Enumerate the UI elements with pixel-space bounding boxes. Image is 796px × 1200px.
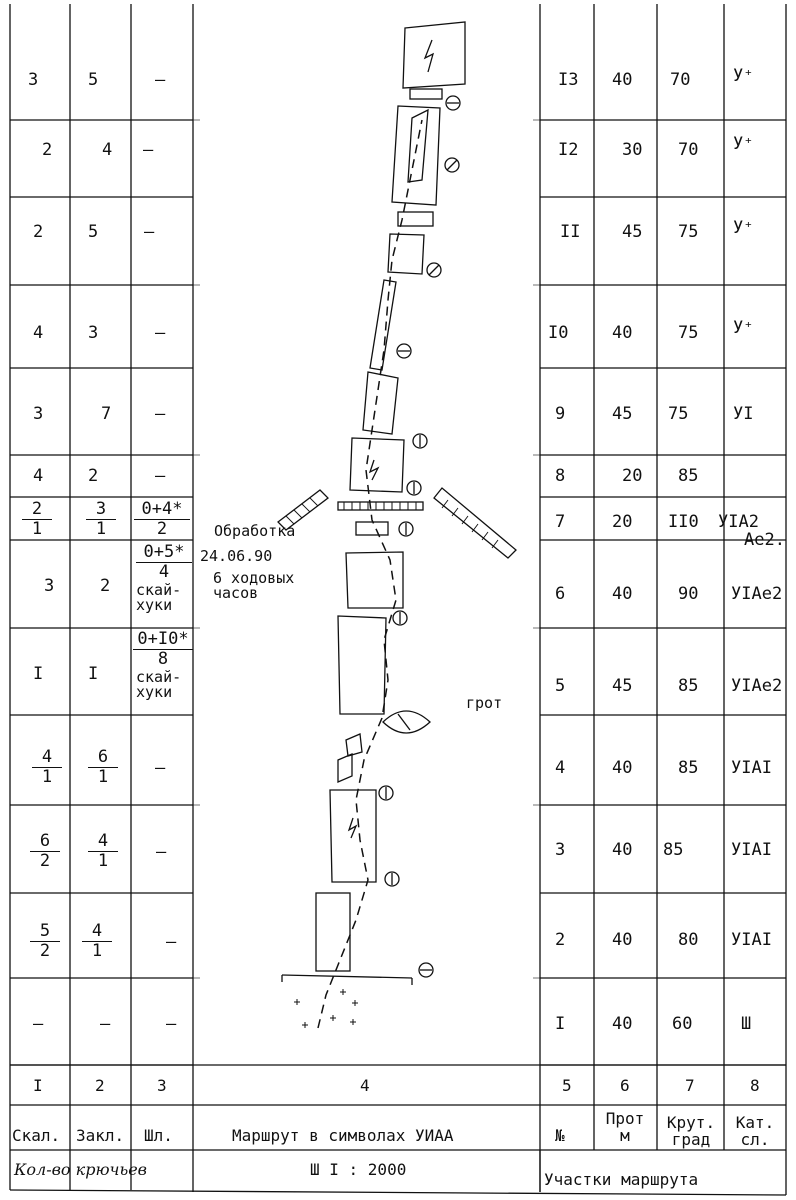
cell-length: 40	[612, 1014, 633, 1034]
cell-number: 3	[555, 840, 566, 860]
cell-steepness: 60	[672, 1014, 693, 1034]
cell-category: УIA2	[718, 512, 759, 532]
route-title: Маршрут в символах УИАА	[232, 1126, 454, 1145]
cell-category: УIAI	[731, 840, 772, 860]
fraction-denominator: 1	[95, 519, 107, 539]
column-number: 3	[157, 1076, 167, 1095]
cell-category: У⁺	[733, 218, 754, 238]
cell-category: УIAe2	[731, 676, 783, 696]
cell-shl-fraction	[136, 543, 192, 582]
header-category: Кат. сл.	[735, 1113, 775, 1149]
fraction-numerator: 3	[86, 500, 116, 520]
rock-block	[363, 372, 398, 434]
cell-steepness: 70	[678, 140, 699, 160]
cell-zakl: I	[88, 664, 99, 684]
grotto-label: грот	[466, 694, 503, 712]
cell-length: 20	[612, 512, 633, 532]
ridge-symbol-right	[434, 488, 516, 558]
fraction-numerator: 0+4*	[134, 500, 190, 520]
header-number: №	[555, 1126, 565, 1145]
column-number: 5	[562, 1076, 572, 1095]
fraction-denominator: 2	[39, 851, 51, 871]
fraction-denominator: 1	[97, 767, 109, 787]
rock-block	[330, 790, 376, 882]
cell-zakl: 5	[88, 70, 99, 90]
fraction-denominator: 1	[31, 519, 43, 539]
skyhook-note: скай- хуки	[136, 581, 182, 614]
date-note: 24.06.90	[200, 547, 273, 565]
wall-symbol-icon	[425, 40, 433, 72]
fraction-numerator: 0+I0*	[133, 630, 193, 650]
cell-shl: –	[166, 1014, 177, 1034]
cell-shl: –	[155, 70, 166, 90]
cell-steepness: 85	[663, 840, 684, 860]
cell-number: 4	[555, 758, 566, 778]
cell-zakl: 5	[88, 222, 99, 242]
scale-label: Ш I : 2000	[310, 1160, 407, 1179]
processing-note: Обработка	[214, 522, 296, 540]
fraction-numerator: 5	[30, 922, 60, 942]
cell-category-line2: Ae2.	[744, 530, 785, 550]
table-grid	[10, 4, 786, 1195]
cell-shl: –	[155, 323, 166, 343]
header-zakl: Закл.	[76, 1126, 125, 1145]
cell-number: 6	[555, 584, 566, 604]
cell-zakl: –	[100, 1014, 111, 1034]
cell-steepness: 75	[668, 404, 689, 424]
cell-number: 7	[555, 512, 566, 532]
cell-skal: 4	[33, 466, 44, 486]
cell-number: I3	[558, 70, 579, 90]
skyhook-note: скай- хуки	[136, 668, 182, 701]
cell-zakl: 2	[88, 466, 99, 486]
cell-number: 8	[555, 466, 566, 486]
cell-steepness: II0	[668, 512, 699, 532]
cell-shl: –	[155, 404, 166, 424]
header-skal: Скал.	[12, 1126, 61, 1145]
fraction-denominator: 4	[158, 562, 170, 582]
cell-skal: –	[33, 1014, 44, 1034]
route-symbols	[278, 22, 516, 985]
column-number: 6	[620, 1076, 630, 1095]
fraction-numerator: 4	[32, 748, 62, 768]
cell-skal-fraction	[30, 832, 60, 871]
cell-steepness: 70	[670, 70, 691, 90]
cell-category: У⁺	[733, 66, 754, 86]
cell-number: 5	[555, 676, 566, 696]
cell-skal: I	[33, 664, 44, 684]
header-shl: Шл.	[144, 1126, 173, 1145]
cell-length: 40	[612, 584, 633, 604]
fraction-numerator: 2	[22, 500, 52, 520]
hooks-count-label: Кол-во крючьев	[14, 1160, 147, 1179]
fraction-numerator: 0+5*	[136, 543, 192, 563]
cell-length: 40	[612, 840, 633, 860]
column-number: 4	[360, 1076, 370, 1095]
fraction-denominator: 1	[41, 767, 53, 787]
sections-label: Участки маршрута	[544, 1170, 699, 1189]
cell-zakl: 7	[101, 404, 112, 424]
cell-category: У⁺	[733, 134, 754, 154]
cell-skal: 4	[33, 323, 44, 343]
cell-number: II	[560, 222, 581, 242]
cell-shl: –	[156, 842, 167, 862]
cell-number: 9	[555, 404, 566, 424]
fraction-denominator: 1	[97, 851, 109, 871]
cell-skal: 2	[33, 222, 44, 242]
rock-block	[338, 616, 386, 714]
cell-shl: –	[166, 932, 177, 952]
cell-skal: 2	[42, 140, 53, 160]
rock-block	[316, 893, 350, 971]
column-number: 7	[685, 1076, 695, 1095]
cell-length: 45	[612, 404, 633, 424]
cell-steepness: 85	[678, 758, 699, 778]
cell-category: УI	[733, 404, 754, 424]
fraction-numerator: 6	[88, 748, 118, 768]
ledge-symbol	[338, 502, 423, 510]
hours-note: 6 ходовых часов	[213, 569, 295, 602]
cell-category: Ш	[741, 1014, 752, 1034]
cell-length: 40	[612, 70, 633, 90]
cell-length: 45	[622, 222, 643, 242]
cell-skal-fraction	[32, 748, 62, 787]
cell-steepness: 75	[678, 222, 699, 242]
fraction-denominator: 8	[157, 649, 169, 669]
cell-category: УIAI	[731, 930, 772, 950]
cell-length: 40	[612, 930, 633, 950]
cell-steepness: 85	[678, 676, 699, 696]
cell-length: 40	[612, 758, 633, 778]
cell-length: 40	[612, 323, 633, 343]
route-line	[318, 120, 422, 1028]
column-number: 8	[750, 1076, 760, 1095]
fraction-numerator: 6	[30, 832, 60, 852]
rock-block-top	[403, 22, 465, 88]
fraction-denominator: 2	[39, 941, 51, 961]
cell-zakl: 3	[88, 323, 99, 343]
cell-number: 2	[555, 930, 566, 950]
cell-skal-fraction	[30, 922, 60, 961]
cell-steepness: 85	[678, 466, 699, 486]
cell-skal: 3	[28, 70, 39, 90]
cell-length: 45	[612, 676, 633, 696]
cell-zakl-fraction	[88, 832, 118, 871]
cell-number: I0	[548, 323, 569, 343]
header-length: Прот м	[605, 1109, 645, 1145]
cell-steepness: 80	[678, 930, 699, 950]
cell-shl-fraction	[133, 630, 193, 669]
cell-category: УIAe2	[731, 584, 783, 604]
cell-length: 20	[622, 466, 643, 486]
header-steepness: Крут. град	[666, 1113, 716, 1149]
cell-shl: –	[155, 758, 166, 778]
column-number: I	[33, 1076, 43, 1095]
ledge-symbol	[410, 89, 442, 99]
cell-skal: 3	[44, 576, 55, 596]
grotto-symbol-icon	[383, 711, 430, 733]
cell-category: У⁺	[733, 318, 754, 338]
cell-number: I2	[558, 140, 579, 160]
cell-zakl-fraction	[88, 748, 118, 787]
cell-number: I	[555, 1014, 566, 1034]
cell-zakl-fraction	[86, 500, 116, 539]
cell-shl-fraction	[134, 500, 190, 539]
cell-shl: –	[144, 222, 155, 242]
fraction-numerator: 4	[88, 832, 118, 852]
cell-steepness: 90	[678, 584, 699, 604]
cell-steepness: 75	[678, 323, 699, 343]
cell-shl: –	[155, 466, 166, 486]
fraction-denominator: 1	[91, 941, 103, 961]
cell-skal: 3	[33, 404, 44, 424]
rock-block	[346, 552, 403, 608]
crack-symbol	[408, 110, 428, 182]
cell-length: 30	[622, 140, 643, 160]
cell-zakl: 2	[100, 576, 111, 596]
cell-skal-fraction	[22, 500, 52, 539]
cell-shl: –	[143, 140, 154, 160]
cell-category: УIAI	[731, 758, 772, 778]
cell-zakl: 4	[102, 140, 113, 160]
cell-zakl-fraction	[82, 922, 112, 961]
fraction-numerator: 4	[82, 922, 112, 942]
chimney-block	[392, 106, 440, 205]
fraction-denominator: 2	[156, 519, 168, 539]
overhang-block	[350, 438, 404, 492]
column-number: 2	[95, 1076, 105, 1095]
